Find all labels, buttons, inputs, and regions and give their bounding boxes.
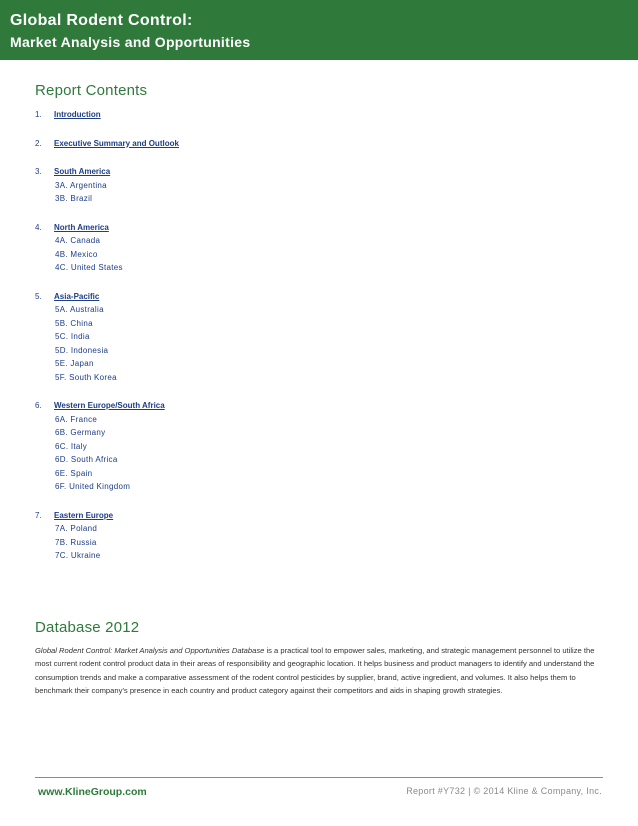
toc-subsection: 4B. Mexico bbox=[55, 249, 98, 259]
toc-subsection: 6A. France bbox=[55, 414, 98, 424]
database-body-text: is a practical tool to empower sales, marketing, and strategic management personnel to utilize the most current rodent control product data in their areas of responsibility and geographic location. It helps business and product managers to identify and understand the consumption trends and make a comparative assessment of the rodent control pesticides by supplier, brand, active ingredient, and volumes. It also helps them to benchmark their company’s presence in each country and product category against their competitors and aids in shaping growth strategies. bbox=[35, 646, 595, 696]
toc-section-link[interactable]: Introduction bbox=[54, 110, 101, 119]
toc-subsection: 7B. Russia bbox=[55, 537, 97, 547]
toc-entry bbox=[35, 290, 615, 304]
footer-divider bbox=[35, 777, 603, 778]
database-description bbox=[35, 644, 595, 698]
toc-section-link[interactable]: Eastern Europe bbox=[54, 510, 114, 520]
toc-section-link[interactable]: North America bbox=[54, 222, 109, 232]
toc-section bbox=[35, 509, 615, 563]
toc-number: 5. bbox=[35, 291, 42, 301]
toc-subsection: 5B. China bbox=[55, 318, 93, 328]
report-title: Global Rodent Control: bbox=[10, 12, 193, 29]
toc-section bbox=[35, 165, 615, 206]
toc-number: 2. bbox=[35, 138, 42, 148]
toc-subsection: 6D. South Africa bbox=[55, 455, 118, 464]
toc-entry bbox=[35, 137, 615, 151]
toc-entry bbox=[35, 509, 615, 523]
toc-subsection: 5A. Australia bbox=[55, 305, 104, 314]
report-contents-heading: Report Contents bbox=[35, 82, 148, 99]
database-product-name: Global Rodent Control: Market Analysis and Opportunities Database bbox=[35, 646, 265, 655]
report-subtitle: Market Analysis and Opportunities bbox=[10, 34, 251, 50]
toc-entry bbox=[35, 165, 615, 179]
toc-entry bbox=[35, 108, 615, 122]
toc-section-link[interactable]: South America bbox=[54, 167, 111, 176]
toc-subsection: 4C. United States bbox=[55, 263, 123, 272]
toc-subsection: 5D. Indonesia bbox=[55, 345, 109, 355]
toc-subsection: 7C. Ukraine bbox=[55, 551, 101, 560]
toc-subsection: 6B. Germany bbox=[55, 428, 106, 437]
toc-subsection: 3B. Brazil bbox=[55, 194, 93, 203]
toc-number: 3. bbox=[35, 167, 42, 176]
toc-subsection: 7A. Poland bbox=[55, 524, 98, 533]
toc-section-link[interactable]: Executive Summary and Outlook bbox=[54, 138, 179, 148]
toc-subsection: 6F. United Kingdom bbox=[55, 482, 131, 491]
footer-website-link[interactable]: www.KlineGroup.com bbox=[38, 786, 147, 798]
table-of-contents bbox=[35, 108, 615, 578]
toc-subsection: 6C. Italy bbox=[55, 441, 88, 451]
toc-subsection: 5F. South Korea bbox=[55, 372, 117, 382]
toc-section-link[interactable]: Asia-Pacific bbox=[54, 291, 100, 301]
toc-section bbox=[35, 399, 615, 494]
toc-section bbox=[35, 221, 615, 275]
header-band bbox=[0, 0, 638, 60]
toc-section-link[interactable]: Western Europe/South Africa bbox=[54, 401, 165, 410]
database-heading: Database 2012 bbox=[35, 619, 140, 636]
toc-number: 7. bbox=[35, 510, 42, 520]
toc-entry bbox=[35, 221, 615, 235]
toc-subsection: 4A. Canada bbox=[55, 236, 101, 245]
footer-report-info: Report #Y732 | © 2014 Kline & Company, Inc. bbox=[406, 786, 602, 796]
toc-entry bbox=[35, 399, 615, 413]
toc-section bbox=[35, 108, 615, 122]
toc-subsection: 5E. Japan bbox=[55, 359, 94, 368]
toc-subsection: 3A. Argentina bbox=[55, 180, 107, 190]
toc-subsection: 5C. India bbox=[55, 332, 90, 341]
toc-section bbox=[35, 290, 615, 385]
toc-number: 6. bbox=[35, 401, 42, 410]
toc-number: 4. bbox=[35, 222, 42, 232]
toc-section bbox=[35, 137, 615, 151]
toc-subsection: 6E. Spain bbox=[55, 468, 93, 478]
toc-number: 1. bbox=[35, 110, 42, 119]
